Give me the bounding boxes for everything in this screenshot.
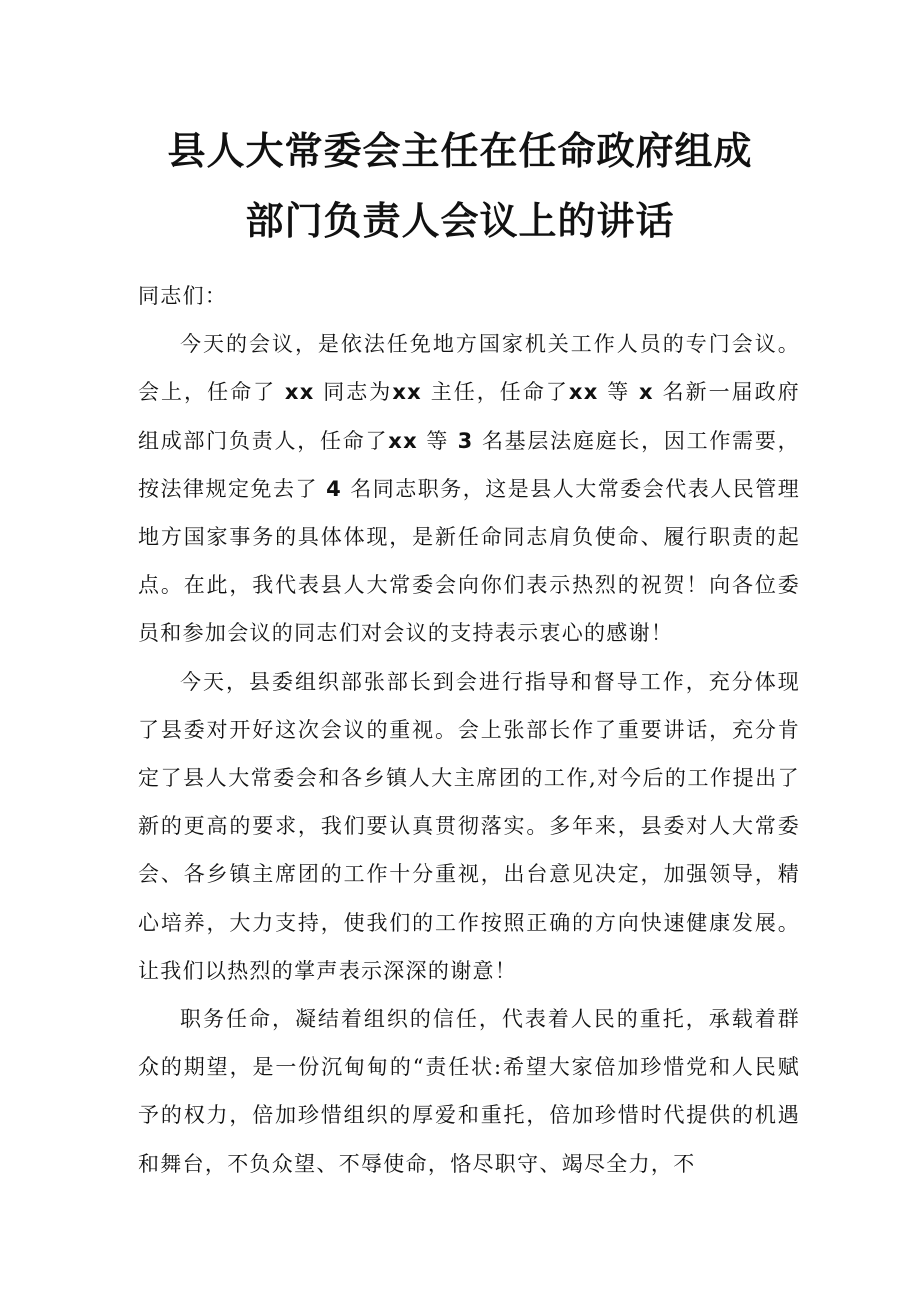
paragraph-1-text: 等 <box>607 380 631 405</box>
number-3: 3 <box>457 428 474 453</box>
paragraph-3: 职务任命，凝结着组织的信任，代表着人民的重托，承载着群众的期望，是一份沉甸甸的“责任状:希望大家倍加珍惜党和人民赋予的权力，倍加珍惜组织的厚爱和重托，倍加珍惜时代提供的机遇和舞台，不负众望、不辱使命，恪尽职守、竭尽全力，不 <box>138 1007 800 1176</box>
placeholder-name: xx <box>388 428 418 453</box>
placeholder-name: xx <box>568 380 599 405</box>
number-4: 4 <box>326 476 343 501</box>
paragraph-1-text: 今天的会议，是依法任免地方国家机关工作人员的专门会议。会上，任命了 <box>138 332 800 405</box>
salutation: 同志们： <box>138 284 228 308</box>
document-title-line-2: 部门负责人会议上的讲话 <box>245 199 675 243</box>
paragraph-1-text: 名基层法庭庭长，因工作需要，按法律规定免去了 <box>138 428 800 501</box>
document-body <box>138 272 800 1188</box>
paragraph-1-text: 主任，任命了 <box>430 380 569 405</box>
paragraph-2: 今天，县委组织部张部长到会进行指导和督导工作，充分体现了县委对开好这次会议的重视。会上张部长作了重要讲话，充分肯定了县人大常委会和各乡镇人大主席团的工作,对今后的工作提出了新的更高的要求，我们要认真贯彻落实。多年来，县委对人大常委会、各乡镇主席团的工作十分重视，出台意见决定，加强领导，精心培养，大力支持，使我们的工作按照正确的方向快速健康发展。让我们以热烈的掌声表示深深的谢意！ <box>138 669 800 983</box>
placeholder-name: xx <box>392 380 423 405</box>
paragraph-1-text: 等 <box>426 428 450 453</box>
paragraph-1-text: 同志为 <box>323 380 393 405</box>
paragraph-1 <box>138 320 800 657</box>
placeholder-count: x <box>639 380 654 405</box>
document-title-line-1: 县人大常委会主任在任命政府组成 <box>167 129 753 173</box>
paragraph-1-text: 名同志职务，这是县人大常委会代表人民管理地方国家事务的具体体现，是新任命同志肩负使命、履行职责的起点。在此，我代表县人大常委会向你们表示热烈的祝贺！向各位委员和参加会议的同志们对会议的支持表示衷心的感谢！ <box>138 476 801 646</box>
placeholder-name: xx <box>284 380 315 405</box>
paragraph-1-text: 名新一届政府组成部门负责人，任命了 <box>138 380 800 453</box>
